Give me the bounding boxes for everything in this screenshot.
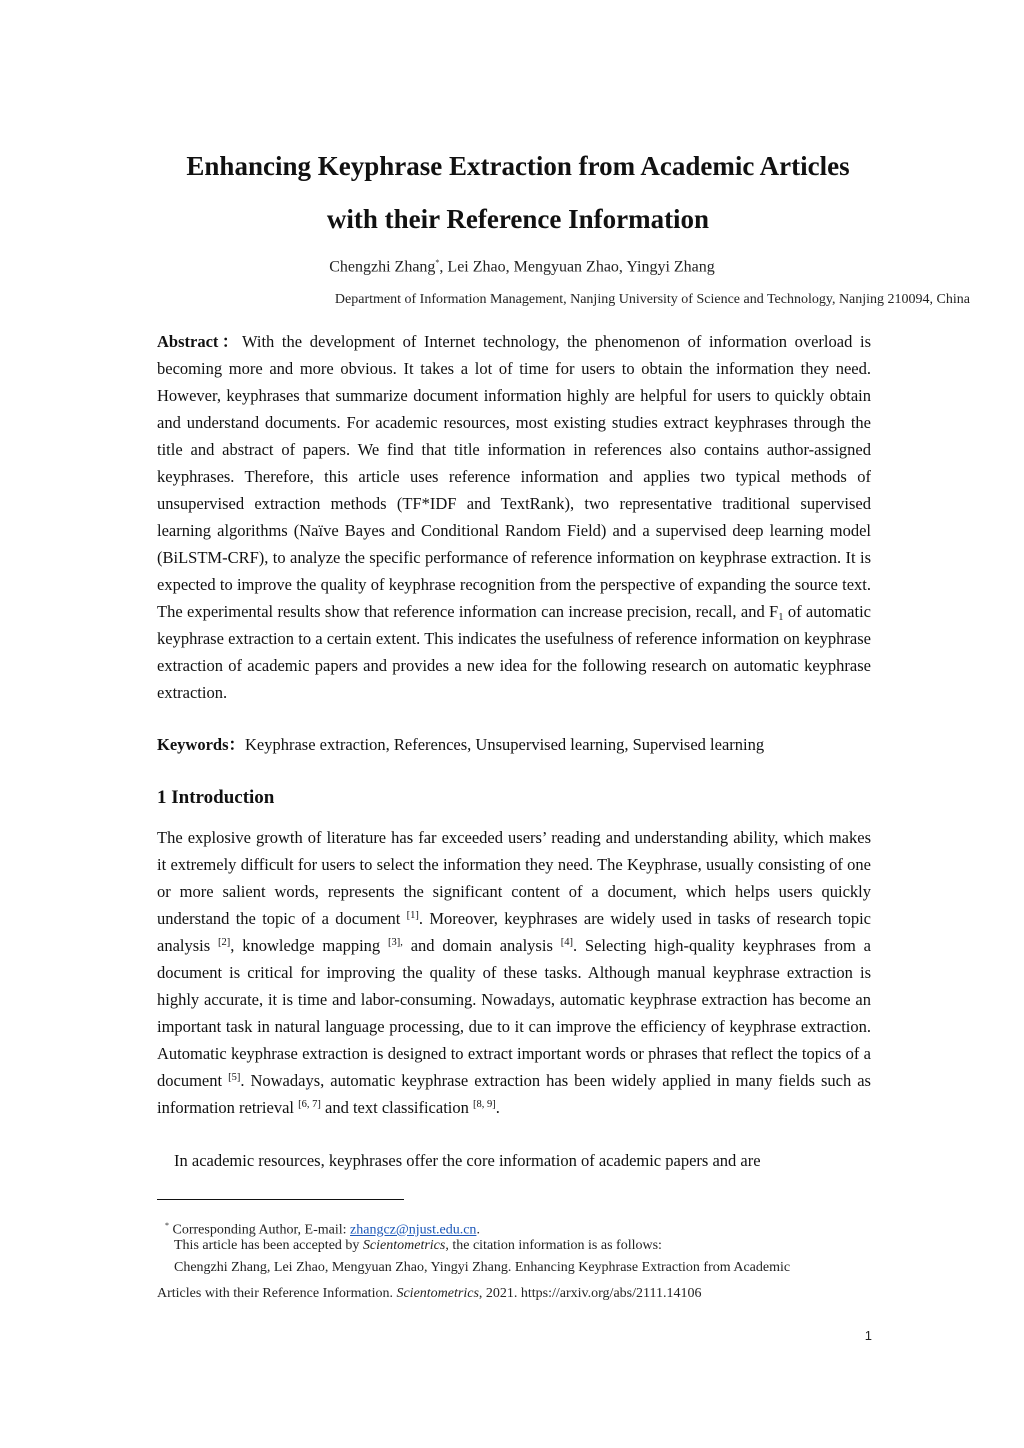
citation[interactable]: [6, 7] <box>298 1099 321 1110</box>
keywords <box>157 731 871 758</box>
abstract <box>157 328 871 706</box>
abstract-label: Abstract： <box>157 332 242 351</box>
intro-paragraph-2: In academic resources, keyphrases offer the core information of academic papers and are <box>174 1151 761 1170</box>
citation[interactable]: [3], <box>388 937 403 948</box>
footnote-accepted <box>174 1236 662 1256</box>
footnote-marker: * <box>165 1221 169 1230</box>
paper-title-line-1: Enhancing Keyphrase Extraction from Academic Articles <box>186 151 850 181</box>
intro-paragraph-1 <box>157 824 871 1121</box>
paper-title-line-2: with their Reference Information <box>326 204 710 234</box>
journal-name: Scientometrics <box>362 1238 446 1253</box>
footnote-text: , the citation information is as follows: <box>445 1238 662 1253</box>
intro-text: . <box>495 1098 500 1117</box>
affiliation: Department of Information Management, Nanjing University of Science and Technology, Nanjing 210094, China <box>334 292 970 307</box>
footnote-divider <box>157 1199 404 1200</box>
intro-text: , knowledge mapping <box>230 936 389 955</box>
keywords-text: Keyphrase extraction, References, Unsupervised learning, Supervised learning <box>245 735 765 754</box>
intro-text: and domain analysis <box>402 936 561 955</box>
citation[interactable]: [2] <box>218 937 231 948</box>
page-number: 1 <box>864 1328 872 1343</box>
citation[interactable]: [1] <box>406 910 419 921</box>
intro-text: The explosive growth of literature has far exceeded users’ reading and understanding ability, which makes it extremely difficult for users to select the information they need. The Keyphrase, usually consisting of one or more salient words, represents the significant content of a document, which helps users quickly understand the topic of a document <box>157 828 871 928</box>
section-heading-introduction: 1 Introduction <box>157 787 275 808</box>
footnote-text: Corresponding Author, E-mail: <box>172 1222 351 1238</box>
footnote-text: Articles with their Reference Information. <box>157 1286 397 1301</box>
intro-text: . Moreover, keyphrases are widely used in tasks of research topic analysis <box>157 909 871 955</box>
intro-text: . Nowadays, automatic keyphrase extraction has been widely applied in many fields such as information retrieval <box>157 1071 871 1117</box>
author-first: Chengzhi Zhang <box>329 258 436 276</box>
citation[interactable]: [4] <box>560 937 573 948</box>
intro-text: and text classification <box>320 1098 473 1117</box>
citation[interactable]: [5] <box>228 1072 241 1083</box>
author-rest: , Lei Zhao, Mengyuan Zhao, Yingyi Zhang <box>439 258 715 276</box>
footnote-text: This article has been accepted by <box>174 1238 363 1253</box>
corresponding-marker: * <box>435 258 440 267</box>
footnote-citation-line-1: Chengzhi Zhang, Lei Zhao, Mengyuan Zhao, Yingyi Zhang. Enhancing Keyphrase Extraction from Academic <box>174 1260 791 1275</box>
abstract-text-end: of automatic keyphrase extraction to a certain extent. This indicates the usefulness of reference information on keyphrase extraction of academic papers and provides a new idea for the following research on automatic keyphrase extraction. <box>157 602 871 702</box>
journal-name: Scientometrics <box>396 1286 479 1301</box>
f1-subscript: 1 <box>778 612 784 623</box>
footnote-text: . <box>476 1222 480 1238</box>
author-list <box>100 252 944 278</box>
citation[interactable]: [8, 9] <box>473 1099 496 1110</box>
abstract-text: With the development of Internet technology, the phenomenon of information overload is becoming more and more obvious. It takes a lot of time for users to obtain the information they need. However, keyphrases that summarize document information highly are helpful for users to quickly obtain and understand documents. For academic resources, most existing studies extract keyphrases through the title and abstract of papers. We find that title information in references also contains author-assigned keyphrases. Therefore, this article uses reference information and applies two typical methods of unsupervised extraction methods (TF*IDF and TextRank), two representative traditional supervised learning algorithms (Naïve Bayes and Conditional Random Field) and a supervised deep learning model (BiLSTM-CRF), to analyze the specific performance of reference information on keyphrase extraction. It is expected to improve the quality of keyphrase recognition from the perspective of expanding the source text. The experimental results show that reference information can increase precision, recall, and F <box>157 332 871 621</box>
footnote-citation-line-2 <box>157 1284 701 1304</box>
intro-text: . Selecting high-quality keyphrases from a document is critical for improving the quality of these tasks. Although manual keyphrase extraction is highly accurate, it is time and labor-consuming. Nowadays, automatic keyphrase extraction has become an important task in natural language processing, due to it can improve the efficiency of keyphrase extraction. Automatic keyphrase extraction is designed to extract important words or phrases that reflect the topics of a document <box>157 936 871 1090</box>
email-link[interactable]: zhangcz@njust.edu.cn <box>350 1222 477 1238</box>
footnote-text: , 2021. https://arxiv.org/abs/2111.14106 <box>478 1286 702 1301</box>
keywords-label: Keywords： <box>157 735 245 754</box>
